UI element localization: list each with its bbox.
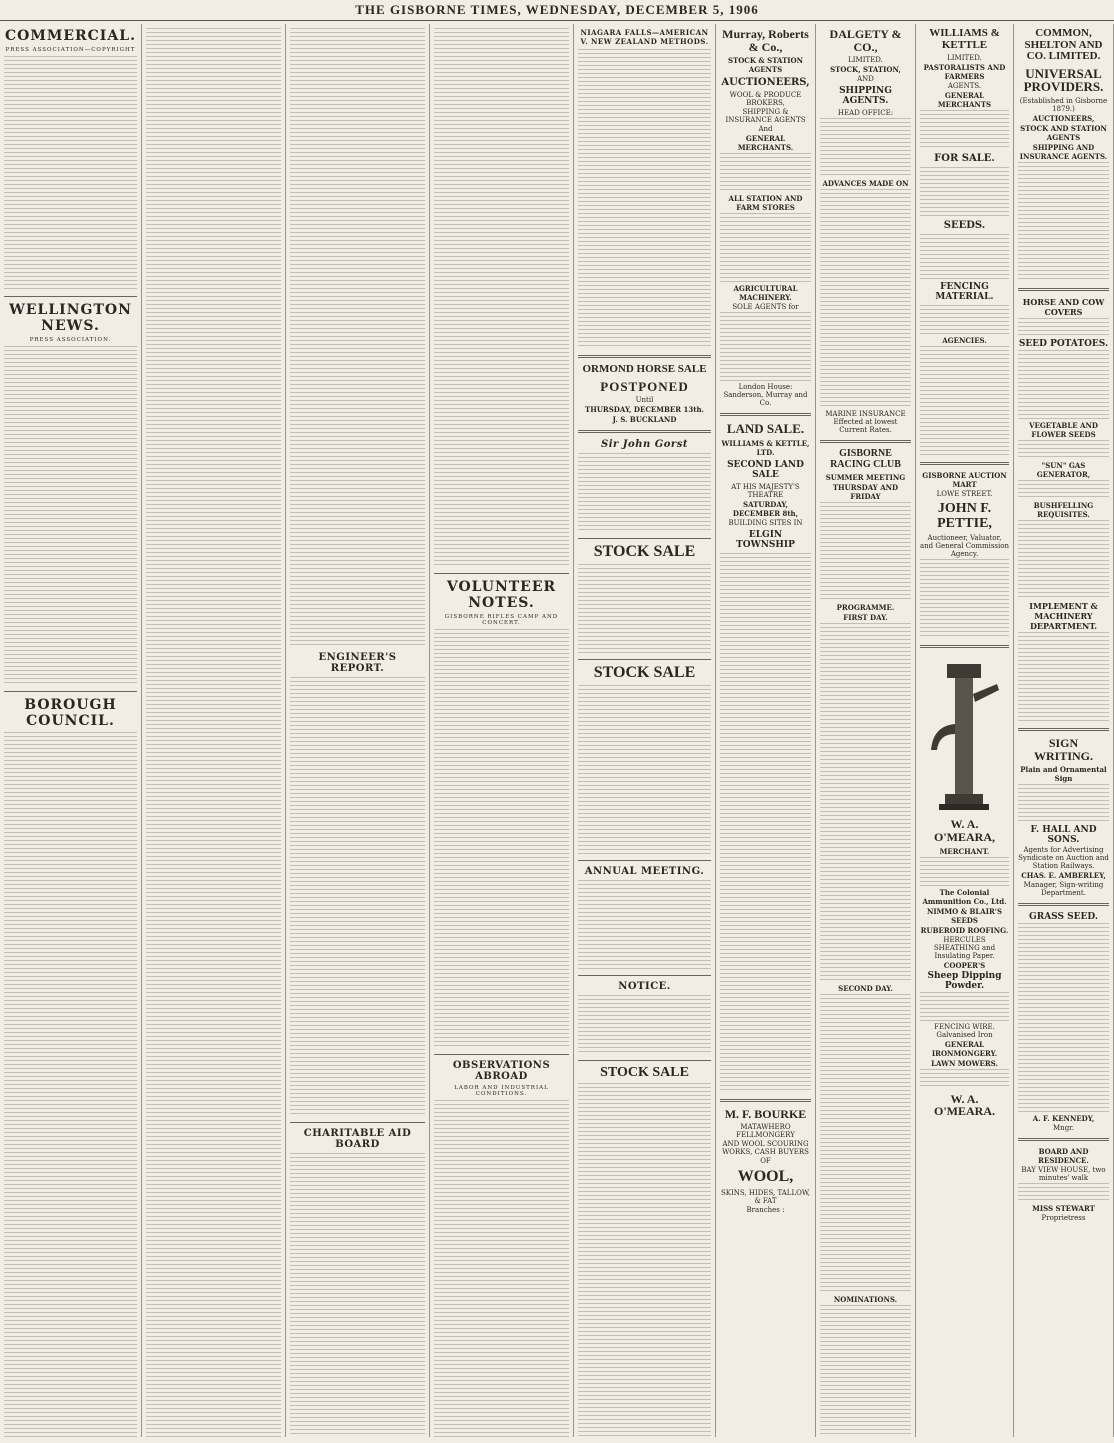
sign-title: SIGN WRITING. (1033, 735, 1093, 763)
wk-pastoralists: PASTORALISTS AND FARMERS (923, 63, 1006, 82)
implement-text (1018, 632, 1109, 722)
nominations-label: NOMINATIONS. (833, 1295, 898, 1305)
fencing-text (920, 305, 1009, 335)
charitable-text (290, 1153, 425, 1437)
mart-street: LOWE STREET. (936, 490, 993, 499)
programme-label: PROGRAMME. (836, 603, 895, 613)
seeds-label: SEEDS. (943, 220, 986, 232)
observations-text (434, 1100, 569, 1437)
volunteer-heading: VOLUNTEER NOTES. (446, 579, 557, 611)
cooper-label: COOPER'S (943, 960, 986, 970)
agencies-label: AGENCIES. (942, 336, 987, 346)
racing-text (820, 502, 911, 602)
divider (578, 355, 711, 358)
niagara-text (578, 49, 711, 349)
agricultural-label: AGRICULTURAL MACHINERY. (733, 284, 798, 303)
divider (4, 296, 137, 297)
column-2 (142, 24, 286, 1437)
bourke-subtitle: MATAWHERO FELLMONGERY (736, 1123, 795, 1140)
charitable-heading: CHARITABLE AID BOARD (303, 1128, 412, 1150)
bushfelling-text (1018, 520, 1109, 600)
sole-agents-label: SOLE AGENTS for (732, 303, 799, 312)
sun-gas-text (1018, 480, 1109, 500)
racing-title: GISBORNE RACING CLUB (830, 448, 901, 470)
ormond-title: ORMOND HORSE SALE (582, 363, 707, 375)
ormond-date: THURSDAY, DECEMBER 13th. (585, 405, 704, 415)
wool-subtitle: SKINS, HIDES, TALLOW, & FAT (720, 1189, 811, 1206)
divider (720, 413, 811, 416)
divider (578, 659, 711, 660)
vegetable-seeds: VEGETABLE AND FLOWER SEEDS (1029, 420, 1098, 439)
column-4 (430, 24, 574, 1437)
column-3 (286, 24, 430, 1437)
engineer-text (290, 677, 425, 1117)
divider (578, 1060, 711, 1061)
dalgety-marine: MARINE INSURANCE Effected at lowest Current Rates. (825, 410, 906, 435)
vegetable-text (1018, 440, 1109, 460)
kennedy-subtitle: Mngr. (1053, 1124, 1074, 1133)
nimmo-label: NIMMO & BLAIR'S SEEDS (926, 906, 1003, 925)
lawn-label: LAWN MOWERS. (931, 1058, 998, 1068)
dalgety-capital-text (820, 118, 911, 178)
colonial-label: The Colonial Ammunition Co., Ltd. (922, 887, 1007, 906)
racing-days: THURSDAY AND FRIDAY (832, 483, 899, 502)
sheep-dip-text (920, 992, 1009, 1022)
grass-text (1018, 923, 1109, 1113)
masthead (0, 0, 1114, 21)
kennedy-name: A. F. KENNEDY, (1032, 1114, 1095, 1124)
divider (290, 1122, 425, 1123)
of-label: OF (760, 1157, 771, 1166)
fencing-wire-label: FENCING WIRE. Galvanised Iron (934, 1022, 995, 1039)
stores-text (720, 213, 811, 283)
column-6 (716, 24, 816, 1437)
agencies-text (920, 346, 1009, 456)
council-text (146, 28, 281, 1437)
common-text (1018, 162, 1109, 282)
ormond-until: Until (635, 396, 654, 405)
elgin-sub: BUILDING SITES IN (728, 518, 803, 527)
ironmongery-label: GENERAL IRONMONGERY. (931, 1039, 998, 1058)
divider (1018, 1138, 1109, 1141)
auctioneers-label: AUCTIONEERS, (721, 77, 810, 89)
stock-sale-2-title: STOCK SALE (593, 663, 696, 681)
divider (4, 691, 137, 692)
wellington-subheading: PRESS ASSOCIATION. (29, 337, 112, 343)
water-pump-icon (925, 654, 1005, 814)
land-sale-text (720, 553, 811, 1093)
stock-sale-1-title: STOCK SALE (593, 543, 696, 561)
lawn-text (920, 1069, 1009, 1089)
pettie-text (920, 559, 1009, 639)
chas-subtitle: Manager, Sign-writing Department. (1023, 881, 1104, 898)
divider (1018, 903, 1109, 906)
murray-line-4: GENERAL MERCHANTS. (737, 134, 794, 153)
bay-view: BAY VIEW HOUSE, two minutes' walk (1021, 1166, 1106, 1183)
wk-title: WILLIAMS & KETTLE (929, 27, 1000, 51)
dalgety-advances: ADVANCES MADE ON (822, 179, 909, 189)
land-sale-title: LAND SALE. (726, 421, 805, 437)
commercial-heading: COMMERCIAL. (5, 28, 136, 44)
sign-subtitle: Plain and Ornamental Sign (1020, 765, 1107, 784)
annual-meeting-heading: ANNUAL MEETING. (584, 865, 705, 877)
dalgety-title: DALGETY & CO., (829, 27, 902, 54)
implement-title: IMPLEMENT & MACHINERY DEPARTMENT. (1029, 600, 1098, 631)
wk-agents: AGENTS. (947, 82, 982, 91)
hall-title: F. HALL AND SONS. (1030, 825, 1097, 846)
volunteer-subheading: GISBORNE RIFLES CAMP AND CONCERT. (444, 614, 559, 626)
wk-limited: LIMITED. (947, 54, 982, 63)
fencing-label: FENCING MATERIAL. (935, 282, 994, 303)
stock-sale-2-text (578, 685, 711, 855)
dalgety-limited: LIMITED. (848, 56, 883, 65)
common-shipping: SHIPPING AND INSURANCE AGENTS. (1019, 142, 1108, 161)
divider (434, 573, 569, 574)
borough-heading: BOROUGH COUNCIL. (24, 697, 117, 729)
stores-label: ALL STATION AND FARM STORES (728, 194, 803, 213)
horse-covers: HORSE AND COW COVERS (1022, 296, 1105, 317)
masthead-title: THE GISBORNE TIMES, WEDNESDAY, DECEMBER 5, 1906 (355, 2, 759, 17)
sign-text (1018, 784, 1109, 824)
borough-text (4, 732, 137, 1437)
hall-subtitle: Agents for Advertising Syndicate on Auction and Station Railways. (1018, 846, 1109, 871)
racing-summer: SUMMER MEETING (825, 473, 906, 483)
murray-footer: London House: Sanderson, Murray and Co. (723, 383, 808, 408)
bay-view-text (1018, 1183, 1109, 1203)
pettie-title: JOHN F. PETTIE, (937, 501, 992, 531)
divider (1018, 728, 1109, 731)
niagara-heading: NIAGARA FALLS—AMERICAN V. NEW ZEALAND METHODS. (580, 28, 709, 46)
sir-john-text (578, 453, 711, 533)
stock-sale-1-text (578, 564, 711, 654)
wk-text (920, 110, 1009, 150)
divider (920, 462, 1009, 465)
seed-potatoes: SEED POTATOES. (1018, 338, 1109, 349)
nominations-text (820, 1305, 911, 1437)
second-day-text (820, 994, 911, 1294)
ruberoid-label: RUBEROID ROOFING. (920, 925, 1009, 935)
common-auctioneers: AUCTIONEERS, (1032, 113, 1095, 123)
theatre-label: AT HIS MAJESTY'S THEATRE (731, 482, 800, 499)
stock-sale-3-title: STOCK SALE (600, 1064, 689, 1080)
seeds-text (920, 234, 1009, 279)
volunteer-text (434, 629, 569, 1049)
column-5 (574, 24, 716, 1437)
board-title: BOARD AND RESIDENCE. (1038, 1147, 1089, 1166)
murray-line-3: And (758, 125, 773, 134)
chas-name: CHAS. E. AMBERLEY, (1021, 871, 1106, 881)
murray-title: Murray, Roberts & Co., (722, 27, 809, 54)
annual-meeting-text (578, 880, 711, 970)
notice-text (578, 995, 711, 1055)
divider (434, 1054, 569, 1055)
council-text-continued (290, 28, 425, 648)
branches-label: Branches : (746, 1206, 785, 1215)
sir-john-heading: Sir John Gorst (601, 439, 688, 451)
omeara-merchant: MERCHANT. (939, 846, 990, 856)
murray-subtitle: STOCK & STATION AGENTS (727, 56, 804, 75)
wellington-heading: WELLINGTON NEWS. (9, 302, 132, 334)
bushfelling: BUSHFELLING REQUISITES. (1033, 500, 1094, 519)
commercial-text (4, 56, 137, 291)
divider (578, 975, 711, 976)
williams-label: WILLIAMS & KETTLE, LTD. (721, 438, 810, 457)
second-land-sale: SECOND LAND SALE (727, 459, 804, 480)
divider (1018, 288, 1109, 291)
murray-line-1: WOOL & PRODUCE BROKERS, (729, 91, 802, 108)
elgin-title: ELGIN TOWNSHIP (736, 529, 795, 550)
observations-heading: OBSERVATIONS ABROAD (452, 1060, 551, 1082)
bourke-title: M. F. BOURKE (724, 1106, 807, 1121)
column-4-text (434, 28, 569, 568)
miss-stewart: MISS STEWART (1032, 1204, 1095, 1214)
commercial-subheading: PRESS ASSOCIATION—COPYRIGHT (5, 47, 136, 53)
clayton-vertical-advert (1000, 930, 1016, 1400)
column-1 (0, 24, 142, 1437)
first-day-label: FIRST DAY. (843, 613, 888, 623)
common-title: COMMON, SHELTON AND CO. LIMITED. (1024, 27, 1103, 63)
dalgety-head-office: HEAD OFFICE: (837, 109, 894, 118)
dalgety-shipping: SHIPPING AGENTS. (839, 86, 892, 107)
divider (578, 538, 711, 539)
murray-line-2: SHIPPING & INSURANCE AGENTS (725, 108, 806, 125)
proprietress: Proprietress (1041, 1214, 1086, 1223)
for-sale-label: FOR SALE. (934, 153, 995, 165)
grass-title: GRASS SEED. (1029, 912, 1098, 923)
sole-agents-text (720, 312, 811, 382)
notice-heading: NOTICE. (618, 980, 671, 992)
divider (920, 645, 1009, 648)
saturday-label: SATURDAY, DECEMBER 8th, (732, 499, 799, 518)
first-day-text (820, 623, 911, 983)
wellington-text (4, 346, 137, 686)
column-9 (1014, 24, 1114, 1437)
horse-text (1018, 318, 1109, 338)
wk-general: GENERAL MERCHANTS (937, 91, 992, 110)
dalgety-stock-station: STOCK, STATION, (830, 65, 901, 75)
pettie-subtitle: Auctioneer, Valuator, and General Commission Agency. (920, 534, 1009, 559)
divider (720, 1099, 811, 1102)
hercules-label: HERCULES SHEATHING and Insulating Paper. (933, 935, 996, 960)
divider (578, 860, 711, 861)
dalgety-text (820, 189, 911, 409)
established-label: (Established in Gisborne 1879.) (1019, 96, 1108, 113)
postponed-title: POSTPONED (600, 378, 689, 394)
murray-text (720, 153, 811, 193)
universal-title: UNIVERSAL PROVIDERS. (1023, 65, 1104, 95)
column-7 (816, 24, 916, 1437)
divider (578, 430, 711, 433)
wool-title: WOOL, (737, 1168, 794, 1186)
for-sale-text (920, 167, 1009, 217)
omeara-text (920, 857, 1009, 887)
bourke-lines: AND WOOL SCOURING WORKS, CASH BUYERS (722, 1140, 809, 1157)
observations-subheading: LABOR AND INDUSTRIAL CONDITIONS. (454, 1085, 549, 1097)
divider (820, 440, 911, 443)
buckland-name: J. S. BUCKLAND (612, 415, 677, 425)
omeara-footer: W. A. O'MEARA. (934, 1091, 995, 1119)
second-day-label: SECOND DAY. (838, 984, 893, 994)
engineer-heading: ENGINEER'S REPORT. (318, 652, 397, 674)
mart-title: GISBORNE AUCTION MART (922, 471, 1007, 490)
sun-gas: "SUN" GAS GENERATOR, (1036, 460, 1091, 479)
common-stock-agents: STOCK AND STATION AGENTS (1020, 123, 1107, 142)
dalgety-and: AND (857, 75, 874, 84)
seed-potatoes-text (1018, 350, 1109, 420)
stock-sale-3-text (578, 1083, 711, 1437)
omeara-title: W. A. O'MEARA, (934, 817, 995, 845)
sheep-dip-label: Sheep Dipping Powder. (927, 970, 1002, 991)
